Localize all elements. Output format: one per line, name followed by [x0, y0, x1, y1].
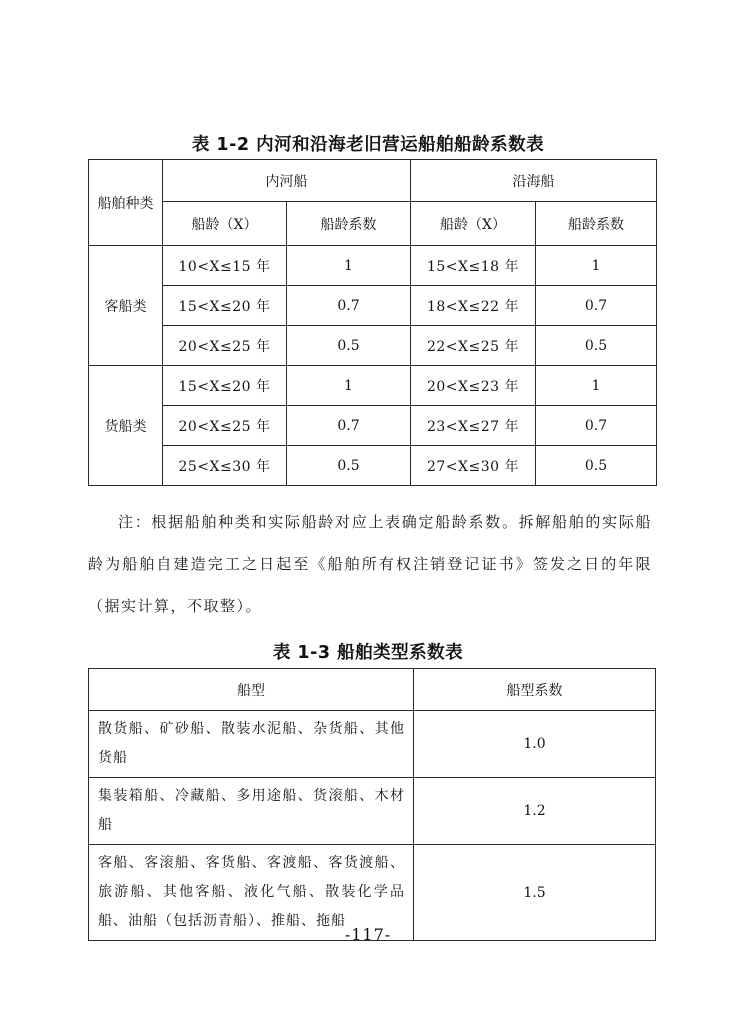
cell-inland-age: 25<X≤30 年 — [163, 446, 287, 486]
cell-inland-factor: 0.7 — [287, 286, 411, 326]
cell-coastal-factor: 0.5 — [536, 326, 657, 366]
table-row — [89, 366, 657, 406]
cell-coastal-factor: 0.5 — [536, 446, 657, 486]
table-row — [89, 711, 656, 778]
cell-coastal-age: 18<X≤22 年 — [411, 286, 536, 326]
cell-inland-factor: 1 — [287, 246, 411, 286]
ship-age-factor-table — [88, 159, 657, 486]
header-inland-factor: 船龄系数 — [287, 202, 411, 246]
table-row — [89, 446, 657, 486]
cell-coastal-factor: 0.7 — [536, 286, 657, 326]
page-number: -117- — [344, 925, 392, 944]
cell-coastal-factor: 0.7 — [536, 406, 657, 446]
ship-type-factor-table — [88, 668, 656, 941]
table-row — [89, 406, 657, 446]
cell-inland-factor: 0.5 — [287, 446, 411, 486]
cell-coastal-factor: 1 — [536, 246, 657, 286]
header-ship-category: 船舶种类 — [89, 160, 163, 246]
cell-coastal-age: 23<X≤27 年 — [411, 406, 536, 446]
header-inland-group: 内河船 — [163, 160, 411, 202]
header-coastal-group: 沿海船 — [411, 160, 657, 202]
cell-inland-factor: 0.5 — [287, 326, 411, 366]
cell-coastal-age: 27<X≤30 年 — [411, 446, 536, 486]
cell-type-factor: 1.0 — [414, 711, 656, 778]
cell-inland-age: 15<X≤20 年 — [163, 366, 287, 406]
cell-inland-age: 15<X≤20 年 — [163, 286, 287, 326]
cell-inland-factor: 1 — [287, 366, 411, 406]
cell-type-factor: 1.2 — [414, 778, 656, 845]
cell-inland-factor: 0.7 — [287, 406, 411, 446]
category-cargo: 货船类 — [89, 366, 163, 486]
cell-ship-type: 客船、客滚船、客货船、客渡船、客货渡船、旅游船、其他客船、液化气船、散装化学品船、油船（包括沥青船）、推船、拖船 — [89, 845, 414, 941]
header-ship-type: 船型 — [89, 669, 414, 711]
cell-inland-age: 10<X≤15 年 — [163, 246, 287, 286]
table-type-title: 表 1-3 船舶类型系数表 — [272, 643, 464, 663]
cell-coastal-age: 22<X≤25 年 — [411, 326, 536, 366]
header-coastal-age: 船龄（X） — [411, 202, 536, 246]
cell-type-factor: 1.5 — [414, 845, 656, 941]
cell-inland-age: 20<X≤25 年 — [163, 406, 287, 446]
category-passenger: 客船类 — [89, 246, 163, 366]
header-inland-age: 船龄（X） — [163, 202, 287, 246]
cell-coastal-factor: 1 — [536, 366, 657, 406]
cell-inland-age: 20<X≤25 年 — [163, 326, 287, 366]
table-row — [89, 286, 657, 326]
table-age-title: 表 1-2 内河和沿海老旧营运船舶船龄系数表 — [191, 135, 545, 155]
cell-coastal-age: 15<X≤18 年 — [411, 246, 536, 286]
header-coastal-factor: 船龄系数 — [536, 202, 657, 246]
cell-coastal-age: 20<X≤23 年 — [411, 366, 536, 406]
note-paragraph: 注：根据船舶种类和实际船龄对应上表确定船龄系数。拆解船舶的实际船龄为船舶自建造完工之日起至《船舶所有权注销登记证书》签发之日的年限（据实计算，不取整）。 — [88, 513, 652, 615]
header-type-factor: 船型系数 — [414, 669, 656, 711]
table-row — [89, 326, 657, 366]
table-row — [89, 778, 656, 845]
cell-ship-type: 散货船、矿砂船、散装水泥船、杂货船、其他货船 — [89, 711, 414, 778]
cell-ship-type: 集装箱船、冷藏船、多用途船、货滚船、木材船 — [89, 778, 414, 845]
table-row — [89, 246, 657, 286]
